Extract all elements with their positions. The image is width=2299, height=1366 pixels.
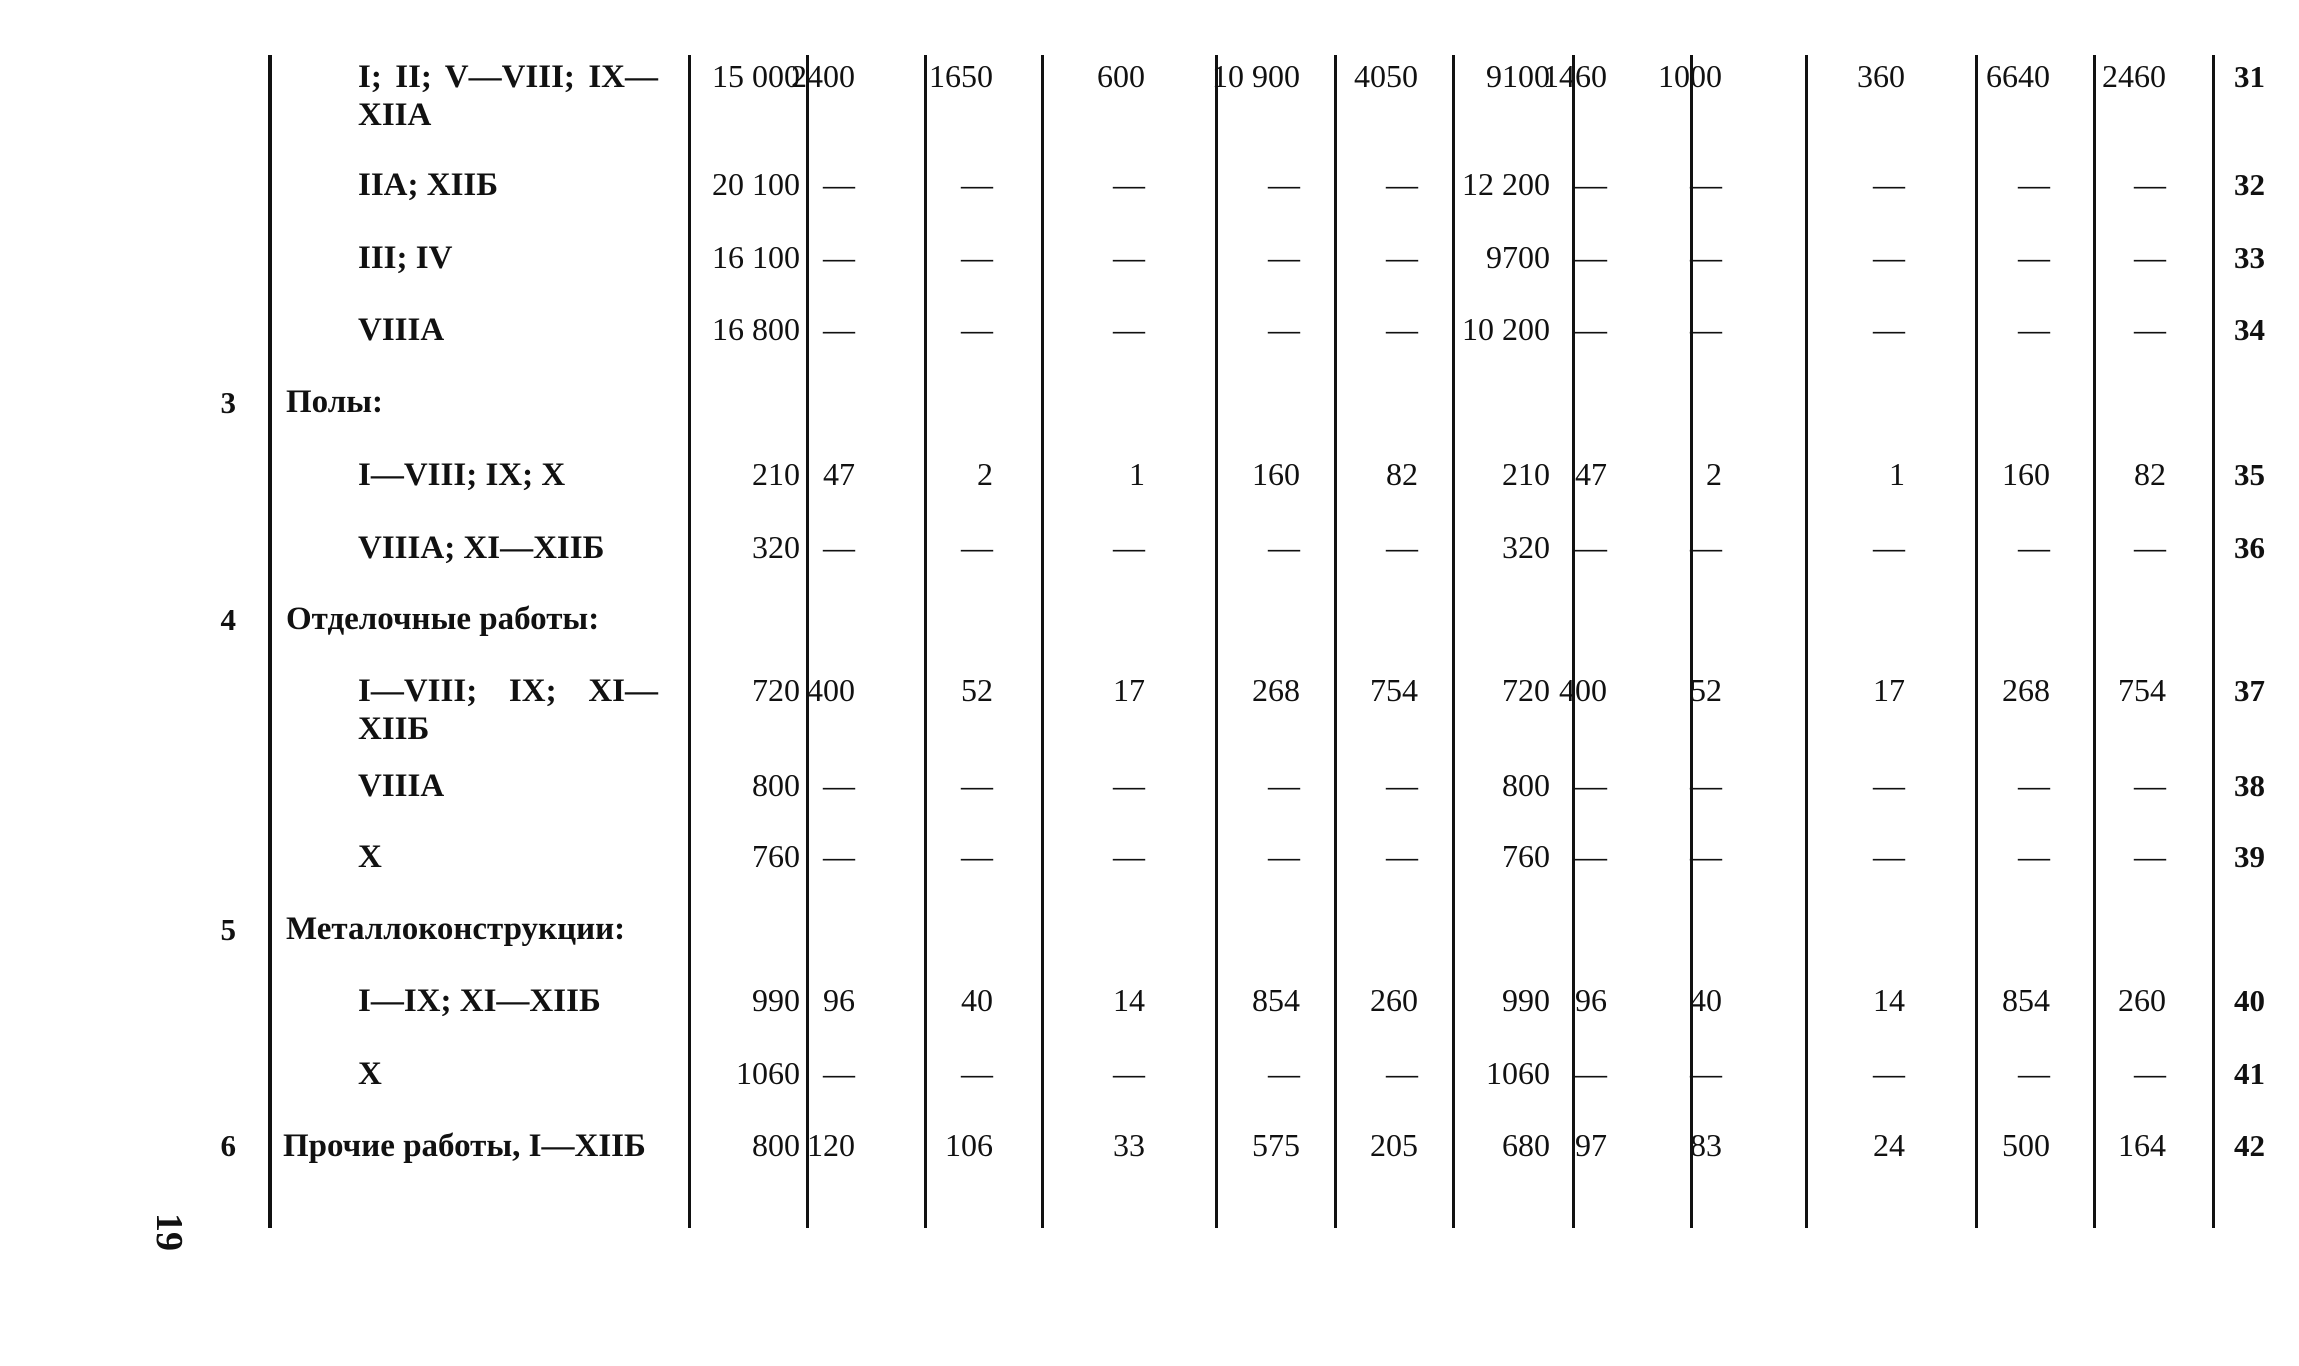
row-number: 35 (2234, 457, 2265, 492)
column-rule (1572, 55, 1575, 1228)
column-rule (1975, 55, 1978, 1228)
column-rule (924, 55, 927, 1228)
table-cell: 320 (1502, 529, 1550, 565)
table-cell-dash: — (1268, 529, 1300, 565)
table-cell: 854 (2002, 982, 2050, 1018)
table-cell-dash: — (961, 1055, 993, 1091)
table-cell: 10 200 (1462, 311, 1550, 347)
row-number: 40 (2234, 983, 2265, 1018)
table-cell-dash: — (2018, 239, 2050, 275)
table-cell: 96 (1575, 982, 1607, 1018)
table-cell-dash: — (961, 239, 993, 275)
page-number: 19 (148, 1213, 190, 1251)
table-cell: 990 (1502, 982, 1550, 1018)
section-title: Металлоконструкции: (286, 911, 626, 947)
row-number: 42 (2234, 1128, 2265, 1163)
table-cell: 1060 (1486, 1055, 1550, 1091)
table-cell: 83 (1690, 1127, 1722, 1163)
table-cell-dash: — (1873, 838, 1905, 874)
table-cell-dash: — (1386, 767, 1418, 803)
table-cell-dash: — (2018, 166, 2050, 202)
table-cell-dash: — (1113, 1055, 1145, 1091)
row-label: X (358, 839, 382, 875)
table-cell-dash: — (2134, 529, 2166, 565)
table-cell-dash: — (961, 166, 993, 202)
table-cell: 97 (1575, 1127, 1607, 1163)
table-cell: 2400 (791, 58, 855, 94)
table-cell: 40 (1690, 982, 1722, 1018)
table-cell-dash: — (1575, 239, 1607, 275)
table-cell-dash: — (1268, 166, 1300, 202)
table-cell-dash: — (1690, 529, 1722, 565)
row-label: VIIIA (358, 768, 445, 804)
table-cell: 2 (1706, 456, 1722, 492)
row-label: VIIIA (358, 312, 445, 348)
column-rule (1041, 55, 1044, 1228)
table-cell-dash: — (961, 311, 993, 347)
table-cell-dash: — (823, 767, 855, 803)
table-cell-dash: — (1386, 529, 1418, 565)
table-cell: 24 (1873, 1127, 1905, 1163)
table-cell: 360 (1857, 58, 1905, 94)
table-cell: 268 (1252, 672, 1300, 708)
table-cell: 680 (1502, 1127, 1550, 1163)
table-cell: 52 (1690, 672, 1722, 708)
table-cell: 400 (807, 672, 855, 708)
table-cell-dash: — (961, 838, 993, 874)
row-label: I—VIII; IX; XI—XIIБ (358, 673, 658, 747)
table-cell: 9700 (1486, 239, 1550, 275)
row-label: Прочие работы, I—XIIБ (283, 1128, 646, 1164)
table-cell-dash: — (1386, 239, 1418, 275)
table-cell: 1 (1889, 456, 1905, 492)
table-cell-dash: — (1873, 311, 1905, 347)
table-cell: 17 (1873, 672, 1905, 708)
table-cell-dash: — (2018, 529, 2050, 565)
table-cell: 52 (961, 672, 993, 708)
table-cell: 800 (752, 1127, 800, 1163)
table-cell: 16 100 (712, 239, 800, 275)
table-cell-dash: — (961, 529, 993, 565)
table-cell: 754 (2118, 672, 2166, 708)
row-number: 31 (2234, 59, 2265, 94)
table-cell: 1000 (1658, 58, 1722, 94)
table-cell: 260 (1370, 982, 1418, 1018)
table-cell: 854 (1252, 982, 1300, 1018)
column-rule (1452, 55, 1455, 1228)
table-cell-dash: — (2134, 239, 2166, 275)
table-cell-dash: — (1575, 166, 1607, 202)
table-cell: 210 (1502, 456, 1550, 492)
table-cell: 15 000 (712, 58, 800, 94)
column-rule (688, 55, 691, 1228)
table-cell-dash: — (961, 767, 993, 803)
table-cell: 16 800 (712, 311, 800, 347)
column-rule (1215, 55, 1218, 1228)
table-cell-dash: — (1690, 239, 1722, 275)
table-cell-dash: — (2134, 838, 2166, 874)
table-cell-dash: — (1113, 767, 1145, 803)
table-cell: 120 (807, 1127, 855, 1163)
table-cell-dash: — (1873, 767, 1905, 803)
table-cell-dash: — (2018, 1055, 2050, 1091)
row-label: I—IX; XI—XIIБ (358, 983, 601, 1019)
table-cell: 14 (1113, 982, 1145, 1018)
table-cell-dash: — (1690, 838, 1722, 874)
table-cell: 400 (1559, 672, 1607, 708)
table-cell: 760 (1502, 838, 1550, 874)
table-cell: 260 (2118, 982, 2166, 1018)
table-cell-dash: — (1575, 767, 1607, 803)
table-cell: 47 (823, 456, 855, 492)
table-cell: 12 200 (1462, 166, 1550, 202)
row-label: X (358, 1056, 382, 1092)
row-number: 36 (2234, 530, 2265, 565)
table-cell: 20 100 (712, 166, 800, 202)
row-label: VIIIA; XI—XIIБ (358, 530, 605, 566)
table-cell-dash: — (2134, 767, 2166, 803)
section-title: Отделочные работы: (286, 601, 600, 637)
table-cell: 575 (1252, 1127, 1300, 1163)
table-cell-dash: — (1690, 1055, 1722, 1091)
column-rule (806, 55, 809, 1228)
row-number: 34 (2234, 312, 2265, 347)
table-cell: 800 (1502, 767, 1550, 803)
row-number: 33 (2234, 240, 2265, 275)
row-label: I—VIII; IX; X (358, 457, 566, 493)
table-cell: 9100 (1486, 58, 1550, 94)
table-cell-dash: — (2018, 838, 2050, 874)
table-cell: 82 (2134, 456, 2166, 492)
table-cell-dash: — (1386, 166, 1418, 202)
row-number: 41 (2234, 1056, 2265, 1091)
row-number: 37 (2234, 673, 2265, 708)
table-cell: 47 (1575, 456, 1607, 492)
row-number: 39 (2234, 839, 2265, 874)
table-cell-dash: — (1575, 838, 1607, 874)
table-cell: 106 (945, 1127, 993, 1163)
table-cell-dash: — (823, 311, 855, 347)
table-cell-dash: — (1690, 166, 1722, 202)
table-cell: 210 (752, 456, 800, 492)
table-cell-dash: — (1386, 1055, 1418, 1091)
table-cell: 14 (1873, 982, 1905, 1018)
row-label: I; II; V—VIII; IX—XIIA (358, 59, 658, 133)
row-label: III; IV (358, 240, 453, 276)
table-cell-dash: — (1113, 838, 1145, 874)
table-cell-dash: — (1268, 767, 1300, 803)
table-cell: 96 (823, 982, 855, 1018)
table-cell: 1650 (929, 58, 993, 94)
table-cell: 268 (2002, 672, 2050, 708)
table-cell: 500 (2002, 1127, 2050, 1163)
table-cell-dash: — (1575, 1055, 1607, 1091)
table-cell: 2460 (2102, 58, 2166, 94)
section-number: 5 (220, 912, 236, 947)
table-cell: 720 (1502, 672, 1550, 708)
table-cell: 754 (1370, 672, 1418, 708)
table-cell-dash: — (1113, 311, 1145, 347)
table-cell-dash: — (1268, 1055, 1300, 1091)
table-cell: 82 (1386, 456, 1418, 492)
table-cell: 720 (752, 672, 800, 708)
table-cell-dash: — (1268, 239, 1300, 275)
table-cell-dash: — (1690, 311, 1722, 347)
table-cell: 4050 (1354, 58, 1418, 94)
table-cell: 1 (1129, 456, 1145, 492)
table-cell-dash: — (2018, 311, 2050, 347)
table-cell-dash: — (1873, 1055, 1905, 1091)
table-cell-dash: — (1113, 239, 1145, 275)
table-cell: 6640 (1986, 58, 2050, 94)
section-number: 3 (220, 385, 236, 420)
row-number: 38 (2234, 768, 2265, 803)
table-cell-dash: — (1386, 838, 1418, 874)
table-cell: 40 (961, 982, 993, 1018)
row-number: 32 (2234, 167, 2265, 202)
table-cell-dash: — (823, 1055, 855, 1091)
table-cell-dash: — (1113, 529, 1145, 565)
table-cell: 1060 (736, 1055, 800, 1091)
table-cell-dash: — (2134, 311, 2166, 347)
table-cell-dash: — (1268, 311, 1300, 347)
row-label: IIA; XIIБ (358, 167, 499, 203)
table-cell: 164 (2118, 1127, 2166, 1163)
table-cell-dash: — (1575, 311, 1607, 347)
table-cell-dash: — (1113, 166, 1145, 202)
table-cell-dash: — (1690, 767, 1722, 803)
table-cell: 990 (752, 982, 800, 1018)
section-number: 6 (220, 1128, 236, 1163)
table-cell-dash: — (823, 239, 855, 275)
table-left-rule (268, 55, 272, 1228)
section-number: 4 (220, 602, 236, 637)
table-cell: 760 (752, 838, 800, 874)
table-cell: 1460 (1543, 58, 1607, 94)
table-cell-dash: — (823, 166, 855, 202)
table-cell-dash: — (1386, 311, 1418, 347)
table-cell: 2 (977, 456, 993, 492)
table-cell-dash: — (1873, 239, 1905, 275)
table-cell: 800 (752, 767, 800, 803)
table-cell: 205 (1370, 1127, 1418, 1163)
section-title: Полы: (286, 384, 384, 420)
table-cell-dash: — (2134, 166, 2166, 202)
table-cell: 17 (1113, 672, 1145, 708)
table-cell: 160 (2002, 456, 2050, 492)
table-cell: 320 (752, 529, 800, 565)
table-cell: 10 900 (1212, 58, 1300, 94)
table-cell-dash: — (823, 529, 855, 565)
table-cell: 160 (1252, 456, 1300, 492)
table-cell: 600 (1097, 58, 1145, 94)
column-rule (1334, 55, 1337, 1228)
column-rule (1690, 55, 1693, 1228)
table-cell-dash: — (1575, 529, 1607, 565)
column-rule (2212, 55, 2215, 1228)
table-cell-dash: — (1873, 529, 1905, 565)
table-cell-dash: — (823, 838, 855, 874)
table-cell: 33 (1113, 1127, 1145, 1163)
table-cell-dash: — (1873, 166, 1905, 202)
column-rule (2093, 55, 2096, 1228)
column-rule (1805, 55, 1808, 1228)
table-cell-dash: — (2134, 1055, 2166, 1091)
table-cell-dash: — (1268, 838, 1300, 874)
table-cell-dash: — (2018, 767, 2050, 803)
